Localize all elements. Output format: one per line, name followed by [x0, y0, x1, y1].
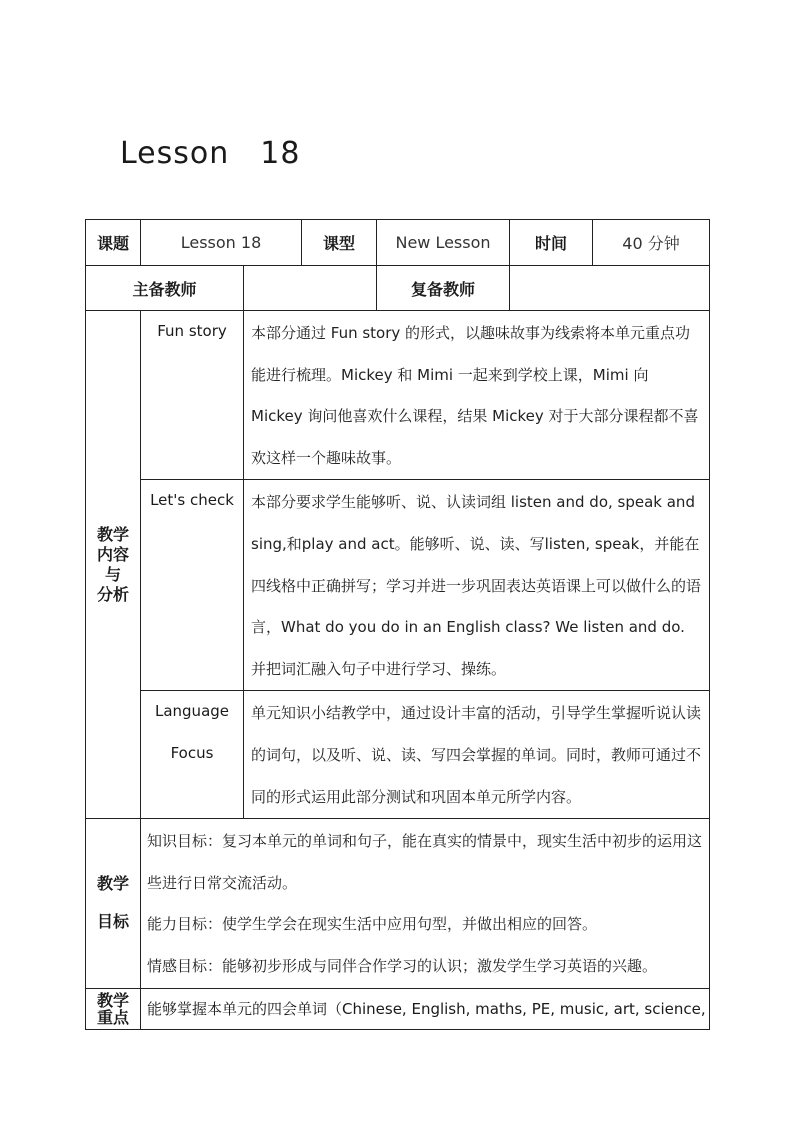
content-label-line: 与	[104, 564, 121, 584]
goal-ability: 能力目标：使学生学会在现实生活中应用句型，并做出相应的回答。	[147, 915, 598, 934]
content-analysis-label	[86, 311, 141, 819]
header-row-1	[86, 220, 710, 266]
topic-value: Lesson 18	[141, 220, 302, 266]
content-label-line: 分析	[96, 584, 129, 604]
document-title: Lesson 18	[120, 136, 301, 171]
main-teacher-value	[244, 266, 377, 311]
co-teacher-value	[510, 266, 710, 311]
main-teacher-label: 主备教师	[86, 266, 244, 311]
section-label-lets-check: Let's check	[141, 480, 244, 691]
lesson-plan-table	[85, 219, 710, 1030]
content-label-line: 内容	[96, 544, 129, 564]
goals-label-top: 教学	[96, 874, 129, 894]
key-points-label-top: 教学	[96, 990, 129, 1010]
content-row-fun-story	[86, 311, 710, 480]
content-row-language-focus	[86, 691, 710, 819]
key-points-row	[86, 988, 710, 1029]
lets-check-text: 本部分要求学生能够听、说、认读词组 listen and do, speak and sing,和play and act。能够听、说、读、写listen, speak，并能在四线格中正确拼写；学习并进一步巩固表达英语课上可以做什么的语言，What do you do in an English class? We listen and do. 并把词汇融入句子中进行学习、操练。	[251, 493, 702, 678]
key-points-label	[86, 988, 141, 1029]
key-points-label-bottom: 重点	[96, 1007, 129, 1027]
time-label: 时间	[510, 220, 593, 266]
goal-knowledge: 知识目标：复习本单元的单词和句子，能在真实的情景中，现实生活中初步的运用这些进行日常交流活动。	[147, 832, 703, 892]
topic-label: 课题	[86, 220, 141, 266]
co-teacher-label: 复备教师	[377, 266, 510, 311]
goals-label-bottom: 目标	[96, 912, 129, 932]
key-points-cell	[141, 988, 710, 1029]
content-row-lets-check	[86, 480, 710, 691]
type-value: New Lesson	[377, 220, 510, 266]
lets-check-cell	[244, 480, 710, 691]
header-row-2	[86, 266, 710, 311]
content-label-line: 教学	[96, 524, 129, 544]
language-focus-cell	[244, 691, 710, 819]
type-label: 课型	[302, 220, 377, 266]
goal-emotion: 情感目标：能够初步形成与同伴合作学习的认识；激发学生学习英语的兴趣。	[147, 956, 658, 975]
section-label-language-focus: Language Focus	[141, 691, 244, 819]
goals-label	[86, 819, 141, 988]
fun-story-text: 本部分通过 Fun story 的形式，以趣味故事为线索将本单元重点功能进行梳理。Mickey 和 Mimi 一起来到学校上课，Mimi 向 Mickey 询问他喜欢什么课程，结果 Mickey 对于大部分课程都不喜欢这样一个趣味故事。	[251, 324, 699, 467]
section-label-fun-story: Fun story	[141, 311, 244, 480]
key-points-text: 能够掌握本单元的四会单词（Chinese, English, maths, PE, music, art, science,	[147, 999, 706, 1018]
goals-cell	[141, 819, 710, 988]
goals-row	[86, 819, 710, 988]
time-value: 40 分钟	[593, 220, 710, 266]
language-focus-text: 单元知识小结教学中，通过设计丰富的活动，引导学生掌握听说认读的词句，以及听、说、读、写四会掌握的单词。同时，教师可通过不同的形式运用此部分测试和巩固本单元所学内容。	[251, 704, 702, 806]
fun-story-cell	[244, 311, 710, 480]
